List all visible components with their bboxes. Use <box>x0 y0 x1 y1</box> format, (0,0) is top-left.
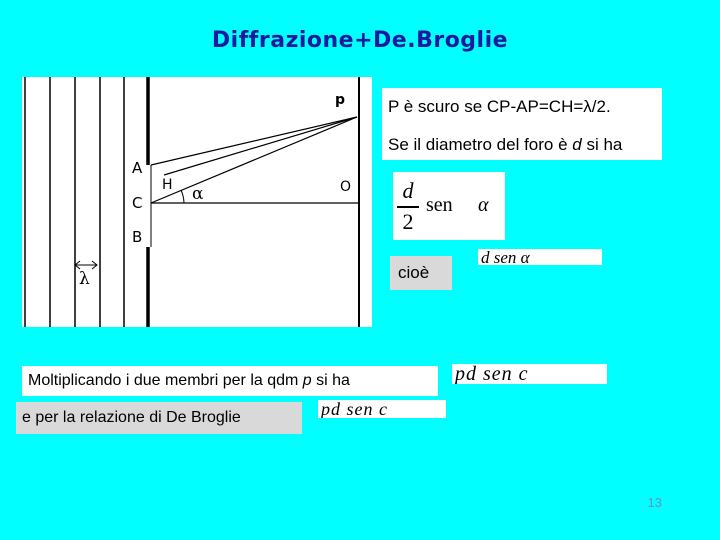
formula-alpha: α <box>478 194 489 216</box>
ray-ap <box>151 117 357 165</box>
label-b: B <box>132 228 143 246</box>
formula-fraction-num: d <box>402 178 414 203</box>
label-h: H <box>162 177 173 193</box>
label-p: p <box>335 92 346 108</box>
diffraction-diagram-svg <box>22 77 372 327</box>
dark-condition-box <box>382 88 662 160</box>
diameter-line-prefix: Se il diametro del foro è <box>388 135 573 154</box>
diameter-line <box>388 135 622 155</box>
formula-pd-sin-2 <box>318 400 446 418</box>
formula-d-sin-alpha-text: d sen α <box>481 249 530 265</box>
cioe-text: cioè <box>398 263 430 282</box>
formula-fraction-bar <box>397 206 419 208</box>
multiply-text <box>28 372 350 390</box>
formula-fraction-den: 2 <box>402 209 414 234</box>
formula-pd-sin-2-text: pd sen c <box>321 400 388 418</box>
label-lambda: λ <box>79 269 90 289</box>
formula-sen: sen <box>426 194 453 216</box>
diameter-line-suffix: si ha <box>581 135 623 154</box>
de-broglie-text: e per la relazione di De Broglie <box>22 409 241 426</box>
slide-title: Diffrazione+De.Broglie <box>211 28 509 53</box>
formula-pd-sin-1-text: pd sen c <box>455 364 529 384</box>
cioe-box <box>390 256 452 290</box>
multiply-suffix: si ha <box>311 372 350 389</box>
angle-arc <box>181 190 184 203</box>
formula-pd-sin-1 <box>452 364 607 384</box>
diffraction-diagram <box>22 77 372 327</box>
multiply-box <box>22 366 438 396</box>
label-alpha: α <box>192 184 204 204</box>
de-broglie-box <box>16 402 302 434</box>
ray-hp <box>164 117 357 175</box>
page-number: 13 <box>647 495 662 510</box>
label-a: A <box>132 159 143 177</box>
ray-cp <box>151 117 357 203</box>
dark-condition-line: P è scuro se CP-AP=CH=λ/2. <box>388 97 611 116</box>
formula-half-d-sin <box>393 172 505 240</box>
formula-d-sin-alpha <box>478 249 602 265</box>
multiply-var: p <box>302 372 312 389</box>
diameter-var: d <box>572 135 582 154</box>
label-o: O <box>340 179 352 195</box>
label-c: C <box>132 194 143 212</box>
multiply-prefix: Moltiplicando i due membri per la qdm <box>28 372 303 389</box>
